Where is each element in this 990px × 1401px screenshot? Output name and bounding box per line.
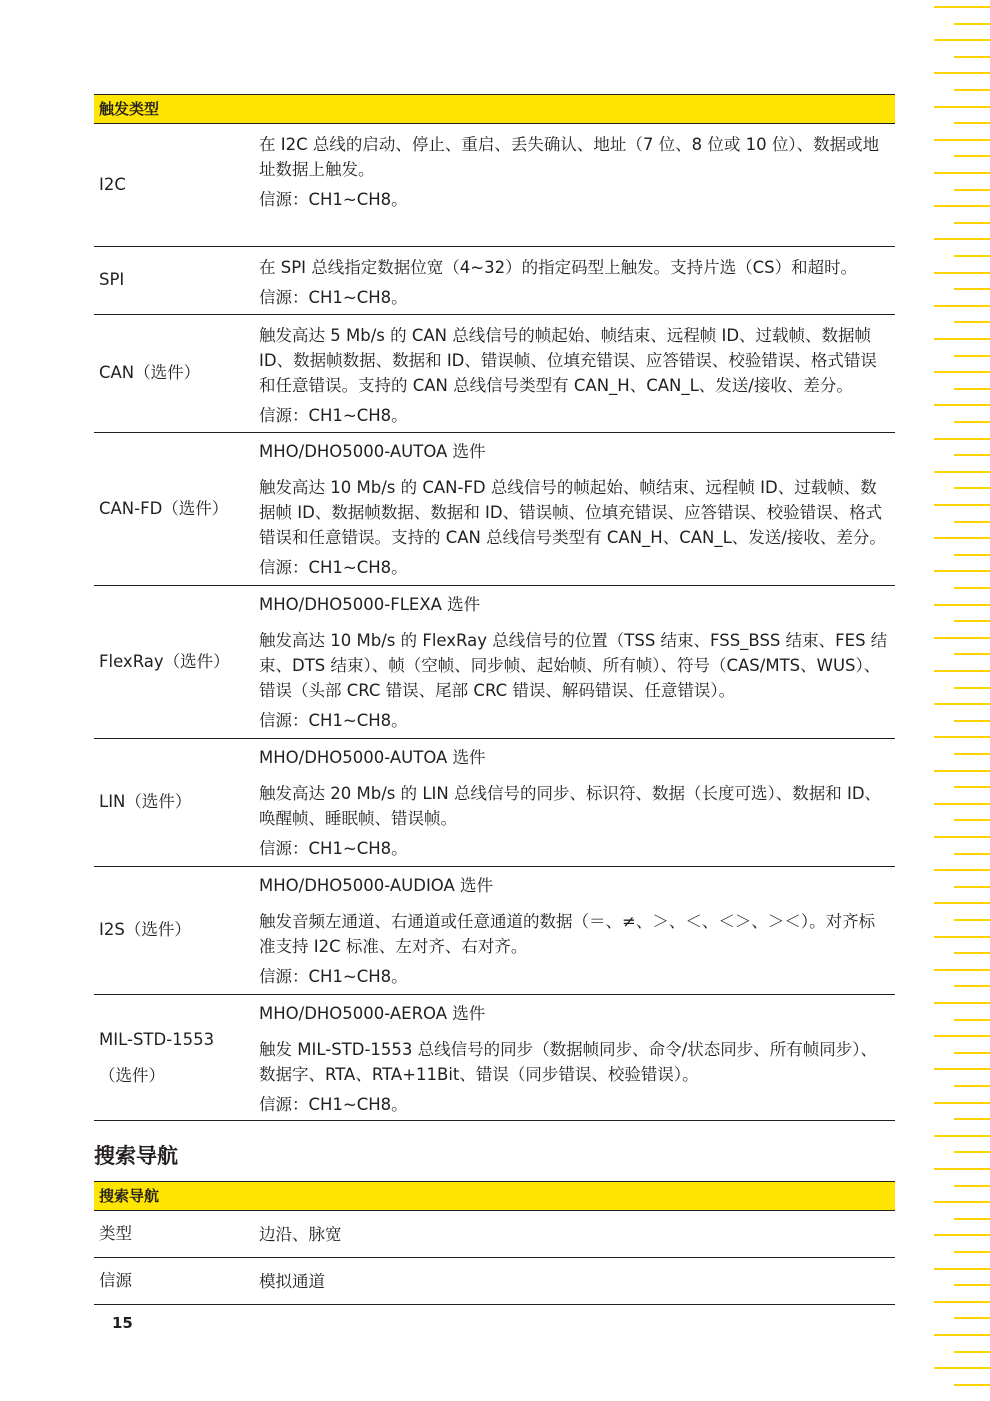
decorative-stripe (954, 952, 990, 954)
source-text: 信源：CH1~CH8。 (259, 1095, 408, 1114)
trigger-type-label: I2S（选件） (99, 920, 191, 940)
trigger-row-can (94, 315, 895, 433)
decorative-stripe (934, 471, 990, 473)
trigger-type-label: CAN（选件） (99, 363, 201, 383)
decorative-stripe (934, 1367, 990, 1369)
decorative-stripe (934, 371, 990, 373)
trigger-row-spi (94, 247, 895, 315)
description-text: 在 I2C 总线的启动、停止、重启、丢失确认、地址（7 位、8 位或 10 位）、数据或地址数据上触发。 (259, 135, 880, 179)
decorative-stripe (934, 1201, 990, 1203)
trigger-description (254, 867, 895, 994)
description-text: 触发音频左通道、右通道或任意通道的数据（＝、≠、＞、＜、＜＞、＞＜）。对齐标准支持 I2C 标准、左对齐、右对齐。 (259, 912, 876, 956)
trigger-description (254, 995, 895, 1120)
decorative-stripe (954, 919, 990, 921)
trigger-row-can-fd (94, 433, 895, 586)
decorative-stripe (954, 89, 990, 91)
section-title-search: 搜索导航 (94, 1144, 178, 1168)
decorative-stripe (954, 620, 990, 622)
decorative-stripe (954, 786, 990, 788)
trigger-row-flexray (94, 586, 895, 739)
option-text: MHO/DHO5000-AUDIOA 选件 (259, 876, 494, 895)
decorative-stripe (954, 1085, 990, 1087)
source-text: 信源：CH1~CH8。 (259, 558, 408, 577)
decorative-stripe (954, 653, 990, 655)
description-text: 触发高达 5 Mb/s 的 CAN 总线信号的帧起始、帧结束、远程帧 ID、过载帧、数据帧 ID、数据帧数据、数据和 ID、错误帧、位填充错误、应答错误、校验错误、格式错误和任意错误。支持的 CAN 总线信号类型有 CAN_H、CAN_L、发送/接收、差分。 (259, 326, 877, 395)
decorative-stripe (934, 670, 990, 672)
decorative-stripe (954, 853, 990, 855)
decorative-stripe (954, 388, 990, 390)
decorative-stripe (934, 338, 990, 340)
decorative-stripe (954, 1251, 990, 1253)
trigger-description (254, 315, 895, 432)
decorative-stripe (954, 56, 990, 58)
decorative-stripe (954, 886, 990, 888)
decorative-stripe (934, 205, 990, 207)
description-text: 触发高达 10 Mb/s 的 FlexRay 总线信号的位置（TSS 结束、FSS_BSS 结束、FES 结束、DTS 结束）、帧（空帧、同步帧、起始帧、所有帧）、符号（CAS/MTS、WUS）、错误（头部 CRC 错误、尾部 CRC 错误、解码错误、任意错误）。 (259, 631, 888, 700)
trigger-row-lin (94, 739, 895, 867)
decorative-stripe (954, 23, 990, 25)
source-text: 信源：CH1~CH8。 (259, 839, 408, 858)
trigger-description (254, 433, 895, 585)
decorative-stripe (954, 753, 990, 755)
page-content (94, 94, 895, 1305)
decorative-stripe (934, 1135, 990, 1137)
decorative-stripe (934, 6, 990, 8)
trigger-type-name: MIL-STD-1553 (99, 1029, 215, 1049)
decorative-stripe (954, 1351, 990, 1353)
decorative-stripe (934, 272, 990, 274)
decorative-stripe (934, 936, 990, 938)
decorative-stripe (934, 106, 990, 108)
decorative-stripe (934, 1268, 990, 1270)
decorative-stripe (934, 1002, 990, 1004)
trigger-description (254, 124, 895, 246)
decorative-stripe (934, 902, 990, 904)
trigger-type-label: SPI (99, 270, 125, 290)
option-text: MHO/DHO5000-AUTOA 选件 (259, 748, 486, 767)
trigger-description (254, 247, 895, 314)
search-value-text: 边沿、脉宽 (259, 1224, 342, 1244)
option-text: MHO/DHO5000-FLEXA 选件 (259, 595, 481, 614)
decorative-stripe (954, 1218, 990, 1220)
trigger-type-label: FlexRay（选件） (99, 651, 230, 671)
decorative-stripe (954, 587, 990, 589)
decorative-stripe (954, 1052, 990, 1054)
description-text: 在 SPI 总线指定数据位宽（4~32）的指定码型上触发。支持片选（CS）和超时。 (259, 258, 858, 277)
trigger-description (254, 586, 895, 738)
decorative-stripe (934, 736, 990, 738)
decorative-stripe (934, 570, 990, 572)
decorative-stripe (954, 1118, 990, 1120)
option-text: MHO/DHO5000-AUTOA 选件 (259, 442, 486, 461)
search-table-header: 搜索导航 (94, 1181, 895, 1211)
decorative-stripe (954, 222, 990, 224)
decorative-stripe (954, 255, 990, 257)
trigger-table-header: 触发类型 (94, 94, 895, 124)
decorative-stripe (934, 72, 990, 74)
decorative-stripe (934, 770, 990, 772)
decorative-stripe (934, 869, 990, 871)
search-value (254, 1211, 895, 1257)
decorative-stripe (954, 189, 990, 191)
option-text: MHO/DHO5000-AEROA 选件 (259, 1004, 486, 1023)
decorative-yellow-stripes (932, 0, 990, 1401)
decorative-stripe (954, 487, 990, 489)
decorative-stripe (934, 1035, 990, 1037)
decorative-stripe (934, 172, 990, 174)
source-text: 信源：CH1~CH8。 (259, 406, 408, 425)
decorative-stripe (954, 454, 990, 456)
decorative-stripe (954, 1384, 990, 1386)
trigger-type-label (94, 995, 254, 1120)
description-text: 触发高达 10 Mb/s 的 CAN-FD 总线信号的帧起始、帧结束、远程帧 ID、过载帧、数据帧 ID、数据帧数据、数据和 ID、错误帧、位填充错误、应答错误、校验错误、格式错误和任意错误。支持的 CAN 总线信号类型有 CAN_H、CAN_L、发送/接收、差分。 (259, 478, 886, 547)
source-text: 信源：CH1~CH8。 (259, 288, 408, 307)
decorative-stripe (954, 1185, 990, 1187)
decorative-stripe (934, 1334, 990, 1336)
decorative-stripe (954, 985, 990, 987)
decorative-stripe (954, 1284, 990, 1286)
decorative-stripe (954, 288, 990, 290)
decorative-stripe (954, 720, 990, 722)
decorative-stripe (954, 554, 990, 556)
decorative-stripe (934, 39, 990, 41)
description-text: 触发高达 20 Mb/s 的 LIN 总线信号的同步、标识符、数据（长度可选）、数据和 ID、唤醒帧、睡眠帧、错误帧。 (259, 784, 882, 828)
decorative-stripe (954, 1317, 990, 1319)
trigger-type-label: CAN-FD（选件） (99, 498, 229, 518)
decorative-stripe (934, 537, 990, 539)
decorative-stripe (954, 321, 990, 323)
search-value (254, 1258, 895, 1304)
decorative-stripe (934, 803, 990, 805)
decorative-stripe (934, 1068, 990, 1070)
search-label: 信源 (99, 1270, 132, 1290)
page-number: 15 (112, 1314, 133, 1332)
decorative-stripe (934, 637, 990, 639)
search-row-type (94, 1211, 895, 1258)
trigger-row-i2c (94, 124, 895, 247)
decorative-stripe (934, 604, 990, 606)
decorative-stripe (934, 438, 990, 440)
decorative-stripe (954, 122, 990, 124)
trigger-row-mil-std-1553 (94, 995, 895, 1121)
trigger-type-option-note: （选件） (99, 1065, 165, 1085)
decorative-stripe (934, 836, 990, 838)
decorative-stripe (954, 521, 990, 523)
trigger-row-i2s (94, 867, 895, 995)
decorative-stripe (934, 504, 990, 506)
decorative-stripe (934, 139, 990, 141)
trigger-description (254, 739, 895, 866)
source-text: 信源：CH1~CH8。 (259, 967, 408, 986)
source-text: 信源：CH1~CH8。 (259, 190, 408, 209)
decorative-stripe (934, 969, 990, 971)
decorative-stripe (954, 355, 990, 357)
decorative-stripe (934, 703, 990, 705)
decorative-stripe (934, 1102, 990, 1104)
source-text: 信源：CH1~CH8。 (259, 711, 408, 730)
trigger-type-label: I2C (99, 174, 126, 194)
decorative-stripe (934, 1301, 990, 1303)
decorative-stripe (934, 404, 990, 406)
decorative-stripe (954, 687, 990, 689)
description-text: 触发 MIL-STD-1553 总线信号的同步（数据帧同步、命令/状态同步、所有帧同步）、数据字、RTA、RTA+11Bit、错误（同步错误、校验错误）。 (259, 1040, 877, 1084)
decorative-stripe (954, 819, 990, 821)
decorative-stripe (954, 1151, 990, 1153)
decorative-stripe (934, 238, 990, 240)
decorative-stripe (934, 1234, 990, 1236)
decorative-stripe (954, 1019, 990, 1021)
decorative-stripe (934, 305, 990, 307)
decorative-stripe (954, 155, 990, 157)
decorative-stripe (954, 421, 990, 423)
trigger-type-label: LIN（选件） (99, 792, 192, 812)
decorative-stripe (934, 1168, 990, 1170)
search-row-source (94, 1258, 895, 1305)
search-value-text: 模拟通道 (259, 1271, 325, 1291)
search-label: 类型 (99, 1223, 132, 1243)
